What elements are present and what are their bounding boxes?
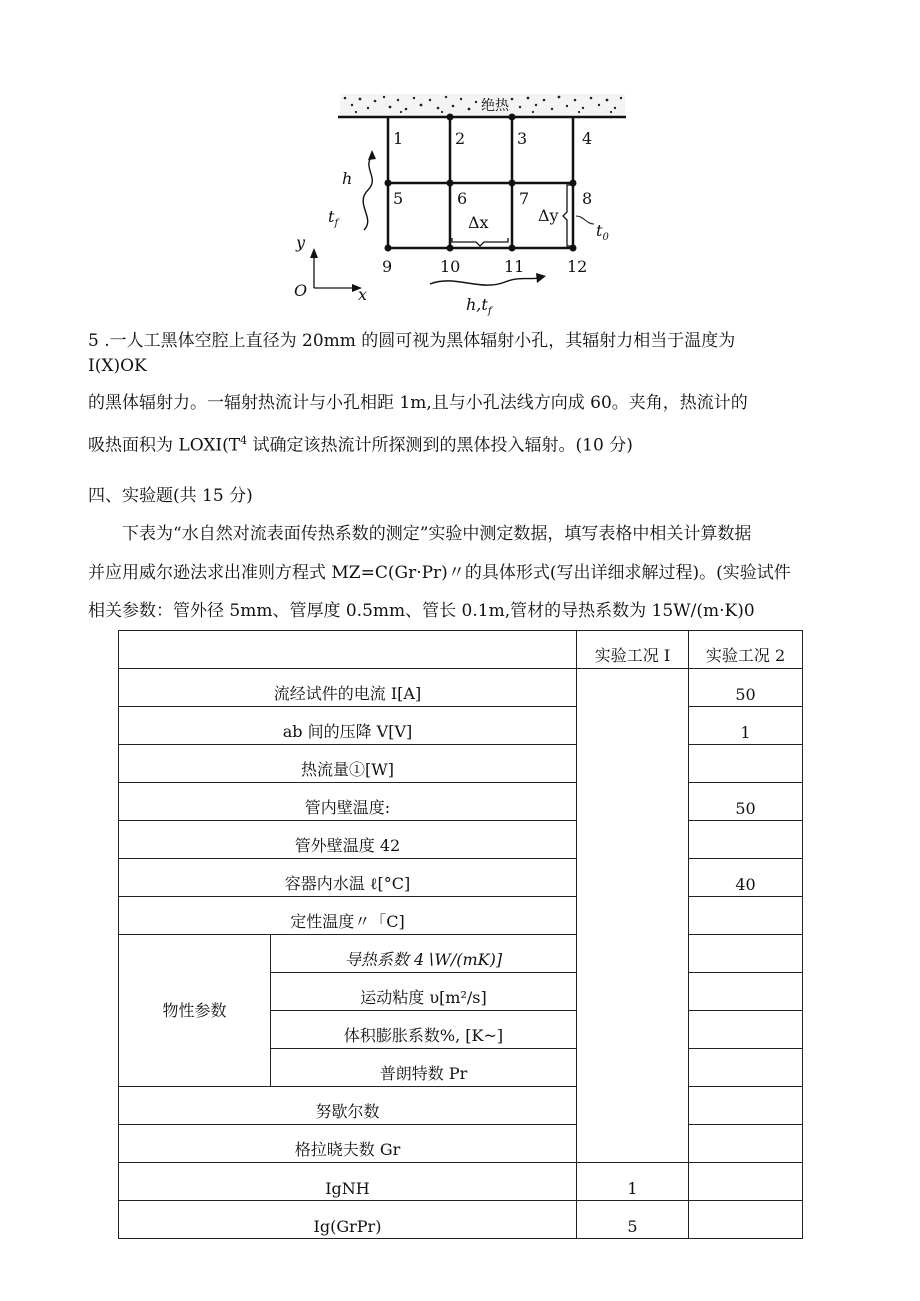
table-row [119, 1163, 803, 1201]
node-label: 10 [440, 257, 461, 276]
row-label: 努歇尔数 [119, 1087, 577, 1125]
grid-figure [280, 88, 630, 316]
table-row [119, 669, 803, 707]
case2-value [689, 1049, 803, 1087]
case1-value: 5 [577, 1201, 689, 1239]
case1-merged-cell [577, 669, 689, 1163]
header-blank-cell [119, 631, 577, 669]
case2-value: 40 [689, 859, 803, 897]
insulation-hatch [340, 94, 625, 116]
case2-value [689, 1011, 803, 1049]
y-axis-label: y [296, 233, 306, 252]
case2-value: 1 [689, 707, 803, 745]
row-label: Ig(GrPr) [119, 1201, 577, 1239]
row-label: 热流量①[W] [119, 745, 577, 783]
problem5-line2: I(X)OK [88, 356, 147, 376]
group-label: 物性参数 [119, 935, 271, 1087]
row-label: 格拉晓夫数 Gr [119, 1125, 577, 1163]
table-row [119, 935, 803, 973]
table-row [119, 1125, 803, 1163]
case2-value [689, 1087, 803, 1125]
header-case2: 实验工况 2 [689, 631, 803, 669]
dx-label: Δx [468, 213, 489, 232]
table-row [119, 821, 803, 859]
row-label: 体积膨胀系数%, [K~] [271, 1011, 577, 1049]
row-label: 普朗特数 Pr [271, 1049, 577, 1087]
table-row [119, 1087, 803, 1125]
case2-value [689, 897, 803, 935]
section4-intro1: 下表为“水自然对流表面传热系数的测定”实验中测定数据，填写表格中相关计算数据 [122, 524, 752, 544]
row-label: 导热系数 4∖W/(mK)] [271, 935, 577, 973]
section4-intro3: 相关参数：管外径 5mm、管厚度 0.5mm、管长 0.1m,管材的导热系数为 15W/(m·K)0 [88, 601, 755, 621]
table-row [119, 745, 803, 783]
case2-value: 50 [689, 669, 803, 707]
table-row [119, 707, 803, 745]
row-label: 运动粘度 υ[m²/s] [271, 973, 577, 1011]
section4-heading: 四、实验题(共 15 分) [88, 486, 253, 506]
node-label: 1 [393, 129, 404, 148]
node-labels [382, 129, 592, 276]
row-label: 容器内水温 ℓ[°C] [119, 859, 577, 897]
table-row [119, 859, 803, 897]
case2-value: 50 [689, 783, 803, 821]
table-row [119, 897, 803, 935]
origin-label: O [294, 281, 308, 300]
case2-value [689, 973, 803, 1011]
node-label: 6 [457, 189, 468, 208]
t0-label: $t_0$ [596, 221, 609, 243]
section4-intro2: 并应用威尔逊法求出准则方程式 MZ=C(Gr·Pr)〃的具体形式(写出详细求解过程)。(实验试件 [88, 563, 791, 583]
case2-value [689, 935, 803, 973]
flow-arrow-bottom [430, 278, 538, 285]
dy-label: Δy [538, 206, 559, 225]
case2-value [689, 1163, 803, 1201]
row-label: IgNH [119, 1163, 577, 1201]
case2-value [689, 745, 803, 783]
node-label: 9 [382, 257, 393, 276]
problem5-line1: 5 .一人工黑体空腔上直径为 20mm 的圆可视为黑体辐射小孔，其辐射力相当于温度为 [88, 331, 736, 351]
row-label: 管内壁温度: [119, 783, 577, 821]
case2-value [689, 1201, 803, 1239]
problem5-line3: 的黑体辐射力。一辐射热流计与小孔相距 1m,且与小孔法线方向成 60。夹角，热流计的 [88, 393, 748, 413]
node-label: 7 [519, 189, 530, 208]
insulation-label: 绝热 [481, 98, 509, 114]
table-row [119, 783, 803, 821]
node-label: 2 [455, 129, 466, 148]
node-label: 4 [582, 129, 593, 148]
row-label: 流经试件的电流 I[A] [119, 669, 577, 707]
x-axis-label: x [358, 285, 368, 304]
data-table [118, 630, 803, 1239]
flow-arrow-left [363, 156, 372, 230]
row-label: 定性温度〃「C] [119, 897, 577, 935]
bottom-flow-label: $h,t_f$ [466, 295, 492, 316]
h-label: h [342, 169, 353, 188]
node-label: 11 [504, 257, 525, 276]
node-label: 5 [393, 189, 404, 208]
table-row [119, 1201, 803, 1239]
header-case1: 实验工况 I [577, 631, 689, 669]
row-label: 管外壁温度 42 [119, 821, 577, 859]
table-header-row [119, 631, 803, 669]
row-label: ab 间的压降 V[V] [119, 707, 577, 745]
node-label: 12 [567, 257, 588, 276]
case1-value: 1 [577, 1163, 689, 1201]
case2-value [689, 1125, 803, 1163]
node-label: 3 [517, 129, 528, 148]
tf-label: $t_f$ [328, 207, 339, 229]
case2-value [689, 821, 803, 859]
node-label: 8 [582, 189, 593, 208]
problem5-line4: 吸热面积为 $LOXI(T^4$ 试确定该热流计所探测到的黑体投入辐射。(10 分) [88, 434, 633, 456]
